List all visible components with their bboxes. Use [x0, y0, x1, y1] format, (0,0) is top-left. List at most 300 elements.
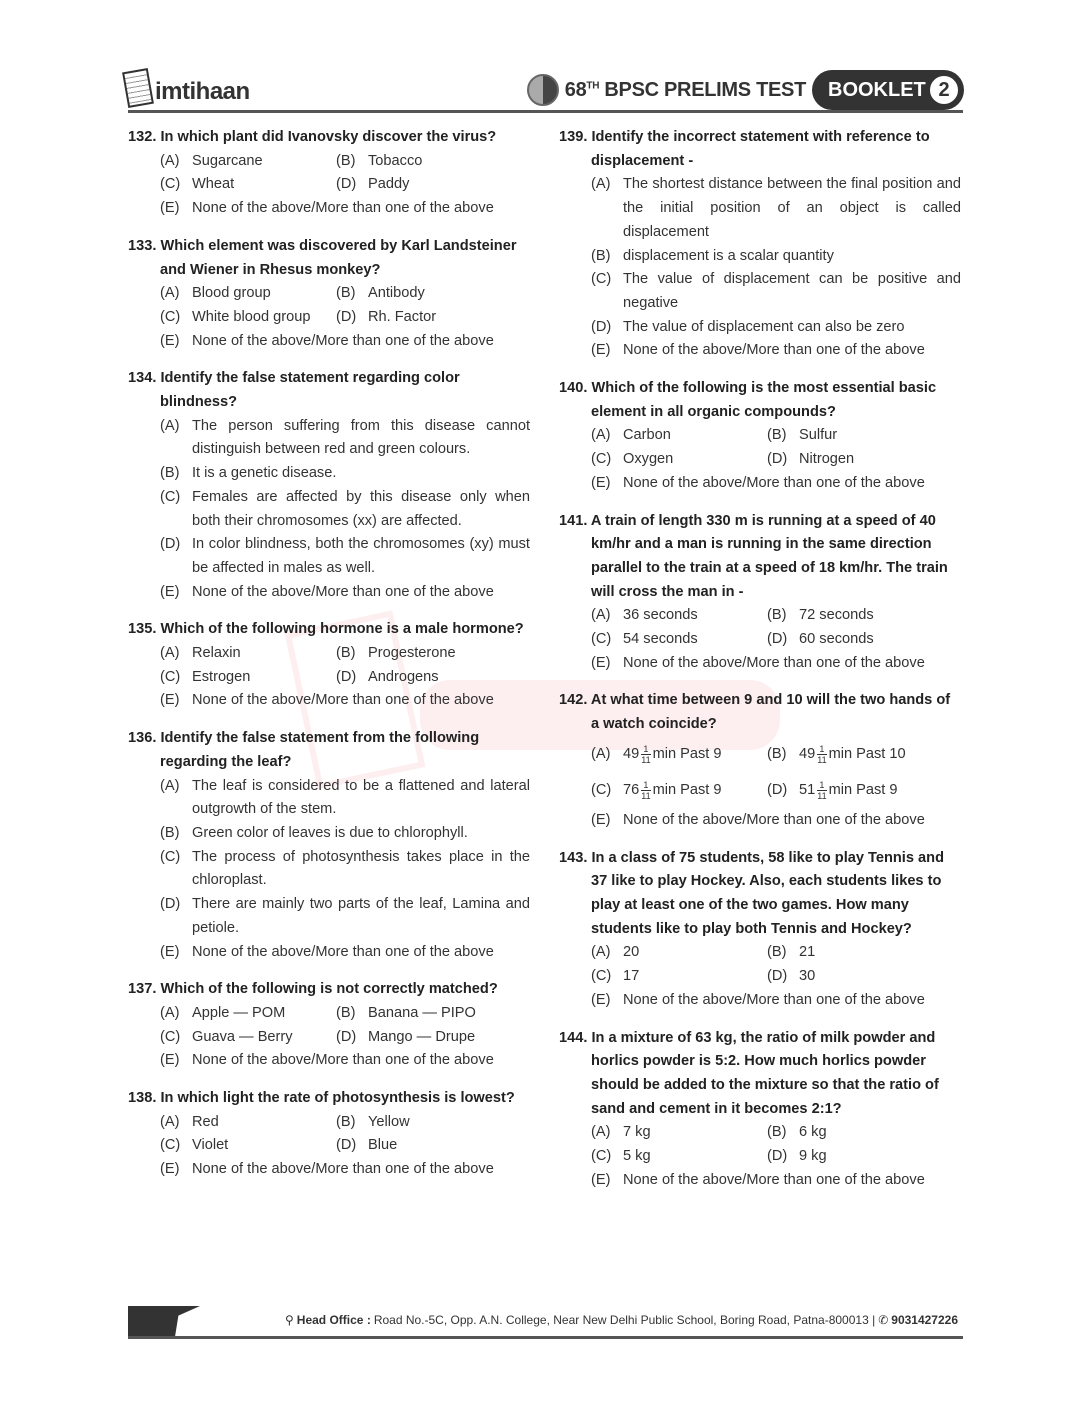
option [591, 173, 961, 244]
option-text: 54 seconds [623, 631, 698, 648]
option-letter: (D) [336, 1137, 357, 1154]
option-text: 7 kg [623, 1124, 651, 1141]
fraction-whole: 51 [799, 782, 816, 799]
option-row [559, 173, 961, 244]
option-letter: (B) [767, 944, 787, 961]
option-row [128, 415, 530, 462]
option-letter: (A) [160, 1004, 180, 1021]
right-column [559, 126, 961, 1206]
option-text: None of the above/More than one of the above [192, 583, 494, 600]
option-letter: (B) [336, 285, 356, 302]
option-text [623, 779, 767, 803]
option [160, 689, 530, 713]
test-title [527, 74, 806, 106]
option-letter: (A) [591, 944, 611, 961]
option-text: Oxygen [623, 451, 674, 468]
booklet-label: BOOKLET [828, 78, 926, 101]
option-row [559, 1121, 961, 1145]
option [591, 604, 767, 628]
option [336, 173, 512, 197]
option-text: The value of displacement can also be zero [623, 318, 905, 335]
option [591, 779, 767, 803]
option [336, 642, 512, 666]
option [767, 965, 943, 989]
option-row [128, 689, 530, 713]
option-letter: (B) [767, 746, 787, 763]
option-letter: (D) [767, 1148, 788, 1165]
option-letter: (D) [767, 782, 788, 799]
option-letter: (E) [591, 1171, 611, 1188]
fraction [641, 744, 650, 765]
test-sup: TH [586, 79, 600, 91]
option-row [559, 965, 961, 989]
option-text: Sugarcane [192, 152, 263, 169]
option-row [559, 628, 961, 652]
question-text: 143. In a class of 75 students, 58 like to play Tennis and 37 like to play Hockey. Also, each students likes to play at least one of the two games. How many students like to play both Tennis and Hockey? [559, 849, 944, 937]
option [160, 1158, 530, 1182]
fraction-whole: 76 [623, 782, 640, 799]
option [160, 581, 530, 605]
question-135 [128, 618, 530, 713]
option-letter: (B) [336, 1004, 356, 1021]
option [591, 743, 767, 767]
option-text: None of the above/More than one of the above [192, 332, 494, 349]
option-letter: (C) [591, 968, 612, 985]
option-text: Nitrogen [799, 451, 855, 468]
question-141 [559, 510, 961, 676]
left-column [128, 126, 530, 1196]
question-132 [128, 126, 530, 221]
option-letter: (E) [160, 943, 180, 960]
option-row [128, 533, 530, 580]
option-text: 20 [623, 944, 640, 961]
option-text: 9 kg [799, 1148, 827, 1165]
fraction-numerator: 1 [641, 780, 650, 791]
option-text: Paddy [368, 176, 410, 193]
option-row [559, 989, 961, 1013]
option [591, 448, 767, 472]
option-text: None of the above/More than one of the above [192, 1052, 494, 1069]
option-letter: (D) [160, 536, 181, 553]
option [160, 666, 336, 690]
option-row [559, 424, 961, 448]
option-text: Antibody [368, 285, 425, 302]
option-text: 5 kg [623, 1148, 651, 1165]
option [767, 1121, 943, 1145]
option-letter: (B) [336, 1113, 356, 1130]
option-suffix: min Past 10 [828, 746, 906, 763]
option-text [799, 779, 943, 803]
option [591, 1121, 767, 1145]
option-row [128, 150, 530, 174]
option [160, 486, 530, 533]
option-row [128, 330, 530, 354]
option-text: 30 [799, 968, 816, 985]
option-letter: (C) [591, 271, 612, 288]
question-text: 132. In which plant did Ivanovsky discover the virus? [128, 129, 497, 145]
option-letter: (E) [160, 200, 180, 217]
question-138 [128, 1087, 530, 1182]
option-letter: (B) [160, 465, 180, 482]
option-row [128, 846, 530, 893]
option-letter: (C) [591, 1148, 612, 1165]
option [767, 743, 943, 767]
option-text: White blood group [192, 308, 311, 325]
option-letter: (E) [160, 583, 180, 600]
option-letter: (D) [767, 451, 788, 468]
question-133 [128, 235, 530, 354]
option-row [128, 173, 530, 197]
fraction [817, 744, 826, 765]
phone-icon: ✆ [878, 1313, 889, 1327]
option-text: None of the above/More than one of the above [623, 654, 925, 671]
option-row [128, 822, 530, 846]
question-144 [559, 1027, 961, 1193]
option-letter: (C) [591, 631, 612, 648]
footer-tab [128, 1306, 200, 1338]
option-row [128, 462, 530, 486]
option [160, 893, 530, 940]
option-text: Carbon [623, 427, 671, 444]
option-text: The leaf is considered to be a flattened and lateral outgrowth of the stem. [192, 777, 530, 818]
option-letter: (A) [160, 1113, 180, 1130]
option [591, 965, 767, 989]
option-text: None of the above/More than one of the above [623, 342, 925, 359]
option [591, 989, 961, 1013]
option-row [559, 809, 961, 833]
option-letter: (E) [160, 1161, 180, 1178]
seal-icon [527, 74, 559, 106]
option [591, 316, 961, 340]
question-text: 142. At what time between 9 and 10 will the two hands of a watch coincide? [559, 692, 951, 733]
option [591, 652, 961, 676]
option [336, 1134, 512, 1158]
option-letter: (A) [591, 1124, 611, 1141]
document-icon [122, 68, 154, 108]
option [591, 1169, 961, 1193]
fraction-denominator: 11 [641, 790, 651, 801]
option-text: Mango — Drupe [368, 1028, 476, 1045]
question-142 [559, 689, 961, 832]
option-text: None of the above/More than one of the above [192, 1161, 494, 1178]
option-row [128, 282, 530, 306]
option-letter: (E) [160, 1052, 180, 1069]
option [336, 150, 512, 174]
option-letter: (B) [767, 427, 787, 444]
option-row [128, 1049, 530, 1073]
option-letter: (A) [160, 645, 180, 662]
option-text: The person suffering from this disease cannot distinguish between red and green colours. [192, 417, 530, 458]
option-suffix: min Past 9 [828, 782, 898, 799]
option-text: None of the above/More than one of the above [623, 991, 925, 1008]
imtihaan-logo [125, 70, 250, 106]
option-text: None of the above/More than one of the above [623, 811, 925, 828]
option-letter: (A) [591, 176, 611, 193]
option-text: None of the above/More than one of the above [623, 1171, 925, 1188]
option-text: In color blindness, both the chromosomes (xy) must be affected in males as well. [192, 536, 530, 576]
fraction-numerator: 1 [641, 744, 650, 755]
option-letter: (A) [591, 607, 611, 624]
option-letter: (C) [591, 782, 612, 799]
option-letter: (C) [591, 451, 612, 468]
option [160, 941, 530, 965]
question-139 [559, 126, 961, 363]
option-row [128, 581, 530, 605]
option [160, 1111, 336, 1135]
option-letter: (B) [767, 1124, 787, 1141]
fraction-denominator: 11 [817, 790, 827, 801]
option-letter: (C) [160, 1137, 181, 1154]
option-letter: (B) [336, 152, 356, 169]
option-letter: (C) [160, 1028, 181, 1045]
option-row [559, 1145, 961, 1169]
option-text: Androgens [368, 668, 439, 685]
option-row [559, 448, 961, 472]
option-text: 17 [623, 968, 640, 985]
option-text: Yellow [368, 1113, 410, 1130]
location-pin-icon: ⚲ [285, 1313, 294, 1327]
option [160, 1026, 336, 1050]
option-text: There are mainly two parts of the leaf, Lamina and petiole. [192, 896, 530, 936]
option-letter: (C) [160, 488, 181, 505]
option-text: Violet [192, 1137, 229, 1154]
question-text: 138. In which light the rate of photosynthesis is lowest? [128, 1090, 515, 1107]
question-text: 139. Identify the incorrect statement with reference to displacement - [559, 129, 930, 169]
footer-divider [128, 1336, 963, 1339]
option-letter: (A) [160, 285, 180, 302]
option-row [559, 604, 961, 628]
option [767, 779, 943, 803]
question-text: 137. Which of the following is not correctly matched? [128, 981, 498, 998]
option [160, 330, 530, 354]
option [160, 415, 530, 462]
option-letter: (A) [160, 152, 180, 169]
question-136 [128, 727, 530, 964]
option-suffix: min Past 9 [652, 746, 722, 763]
option [160, 642, 336, 666]
option-row [128, 1134, 530, 1158]
option-row [128, 642, 530, 666]
option [160, 173, 336, 197]
option-row [128, 1111, 530, 1135]
option-letter: (C) [160, 668, 181, 685]
option-letter: (E) [591, 474, 611, 491]
option-text: Females are affected by this disease only when both their chromosomes (xx) are affected. [192, 488, 530, 529]
option [767, 448, 943, 472]
option-text: The shortest distance between the final position and the initial position of an object is called displacement [623, 176, 961, 240]
option-text: Wheat [192, 176, 235, 193]
option-row [128, 197, 530, 221]
option-text: 21 [799, 944, 816, 961]
option-text: The process of photosynthesis takes place in the chloroplast. [192, 848, 530, 889]
question-137 [128, 978, 530, 1073]
option-row [128, 893, 530, 940]
question-text: 141. A train of length 330 m is running at a speed of 40 km/hr and a man is running in the same direction parallel to the train at a speed of 18 km/hr. The train will cross the man in - [559, 512, 948, 600]
option-row [128, 1158, 530, 1182]
option-row [128, 941, 530, 965]
option-text: Tobacco [368, 152, 423, 169]
option-letter: (A) [160, 417, 180, 434]
footer-address [285, 1313, 958, 1327]
booklet-badge [812, 70, 964, 110]
option-text: The value of displacement can be positive and negative [623, 271, 961, 311]
option-text: Progesterone [368, 645, 456, 662]
option-text: None of the above/More than one of the above [192, 200, 494, 217]
option-row [128, 486, 530, 533]
option [591, 339, 961, 363]
option [160, 1002, 336, 1026]
option-suffix: min Past 9 [652, 782, 722, 799]
logo-text: imtihaan [155, 78, 250, 105]
option-text: None of the above/More than one of the above [192, 692, 494, 709]
option [160, 822, 530, 846]
option-letter: (A) [160, 777, 180, 794]
fraction-denominator: 11 [817, 754, 827, 765]
option [336, 1026, 512, 1050]
option [160, 462, 530, 486]
option-text [623, 743, 767, 767]
option-row [559, 737, 961, 773]
option-row [128, 1026, 530, 1050]
option [336, 306, 512, 330]
option-text: Blood group [192, 285, 271, 302]
option-text: Green color of leaves is due to chlorophyll. [192, 824, 468, 841]
option-letter: (B) [767, 607, 787, 624]
fraction-denominator: 11 [641, 754, 651, 765]
option [767, 628, 943, 652]
option-text: Blue [368, 1137, 398, 1154]
option-row [559, 472, 961, 496]
option [591, 941, 767, 965]
option [160, 197, 530, 221]
option-row [559, 1169, 961, 1193]
option-row [559, 316, 961, 340]
fraction-numerator: 1 [817, 780, 826, 791]
question-text: 135. Which of the following hormone is a male hormone? [128, 621, 524, 638]
option-text: 6 kg [799, 1124, 827, 1141]
option-letter: (D) [767, 631, 788, 648]
option-text: None of the above/More than one of the above [623, 474, 925, 491]
option-row [559, 652, 961, 676]
option-text: Estrogen [192, 668, 251, 685]
fraction [641, 780, 650, 801]
option [336, 666, 512, 690]
option-letter: (D) [767, 968, 788, 985]
option [591, 1145, 767, 1169]
option [591, 628, 767, 652]
option-letter: (E) [591, 654, 611, 671]
option-letter: (C) [160, 176, 181, 193]
option-row [559, 941, 961, 965]
option [160, 150, 336, 174]
option [591, 472, 961, 496]
option-letter: (A) [591, 427, 611, 444]
option-text: Guava — Berry [192, 1028, 293, 1045]
option [767, 604, 943, 628]
option [336, 1111, 512, 1135]
option-letter: (E) [591, 342, 611, 359]
test-number: 68 [564, 78, 587, 101]
option-text: 36 seconds [623, 607, 698, 624]
question-text: 133. Which element was discovered by Karl Landsteiner and Wiener in Rhesus monkey? [128, 237, 517, 278]
option-letter: (D) [336, 1028, 357, 1045]
option-letter: (D) [336, 668, 357, 685]
option-row [559, 339, 961, 363]
question-134 [128, 367, 530, 604]
address-text: Road No.-5C, Opp. A.N. College, Near New Delhi Public School, Boring Road, Patna-800013 | [373, 1313, 876, 1327]
option-row [128, 1002, 530, 1026]
option [336, 1002, 512, 1026]
option-row [128, 306, 530, 330]
option-row [559, 245, 961, 269]
option [160, 1049, 530, 1073]
option [160, 846, 530, 893]
option [160, 775, 530, 822]
option [591, 809, 961, 833]
option-text: 60 seconds [799, 631, 874, 648]
question-text: 136. Identify the false statement from the following regarding the leaf? [128, 730, 480, 770]
option-text: Banana — PIPO [368, 1004, 476, 1021]
test-name: BPSC PRELIMS TEST [599, 78, 806, 101]
question-text: 140. Which of the following is the most essential basic element in all organic compounds? [559, 380, 937, 420]
option-text: It is a genetic disease. [192, 465, 337, 482]
fraction [817, 780, 826, 801]
option-text: 72 seconds [799, 607, 874, 624]
fraction-numerator: 1 [817, 744, 826, 755]
option [160, 1134, 336, 1158]
question-143 [559, 847, 961, 1013]
option-text: displacement is a scalar quantity [623, 247, 834, 264]
fraction-whole: 49 [623, 746, 640, 763]
option-letter: (D) [336, 308, 357, 325]
option-letter: (D) [336, 176, 357, 193]
option-letter: (D) [160, 896, 181, 913]
option-letter: (C) [160, 848, 181, 865]
option-row [128, 666, 530, 690]
option-text: Red [192, 1113, 219, 1130]
option [160, 533, 530, 580]
option-text: Apple — POM [192, 1004, 286, 1021]
option-letter: (A) [591, 746, 611, 763]
question-text: 134. Identify the false statement regarding color blindness? [128, 370, 460, 411]
option-letter: (D) [591, 318, 612, 335]
option-text: Sulfur [799, 427, 838, 444]
option-letter: (C) [160, 308, 181, 325]
option-row [559, 773, 961, 809]
fraction-whole: 49 [799, 746, 816, 763]
option-text: Relaxin [192, 645, 241, 662]
option-text: None of the above/More than one of the above [192, 943, 494, 960]
head-office-label: Head Office : [296, 1313, 371, 1327]
option [767, 1145, 943, 1169]
option-text [799, 743, 943, 767]
question-text: 144. In a mixture of 63 kg, the ratio of milk powder and horlics powder is 5:2. How much horlics powder should be added to the mixture so that the ratio of sand and cement in it becomes 2:1? [559, 1029, 939, 1117]
option-letter: (E) [591, 991, 611, 1008]
question-140 [559, 377, 961, 496]
booklet-number: 2 [928, 74, 960, 106]
option [160, 306, 336, 330]
option-letter: (B) [160, 824, 180, 841]
option-letter: (B) [336, 645, 356, 662]
option [591, 424, 767, 448]
option-row [128, 775, 530, 822]
option [767, 424, 943, 448]
option [591, 268, 961, 315]
phone-number: 9031427226 [891, 1313, 959, 1327]
option-letter: (B) [591, 247, 611, 264]
option-letter: (E) [160, 692, 180, 709]
option-letter: (E) [591, 811, 611, 828]
